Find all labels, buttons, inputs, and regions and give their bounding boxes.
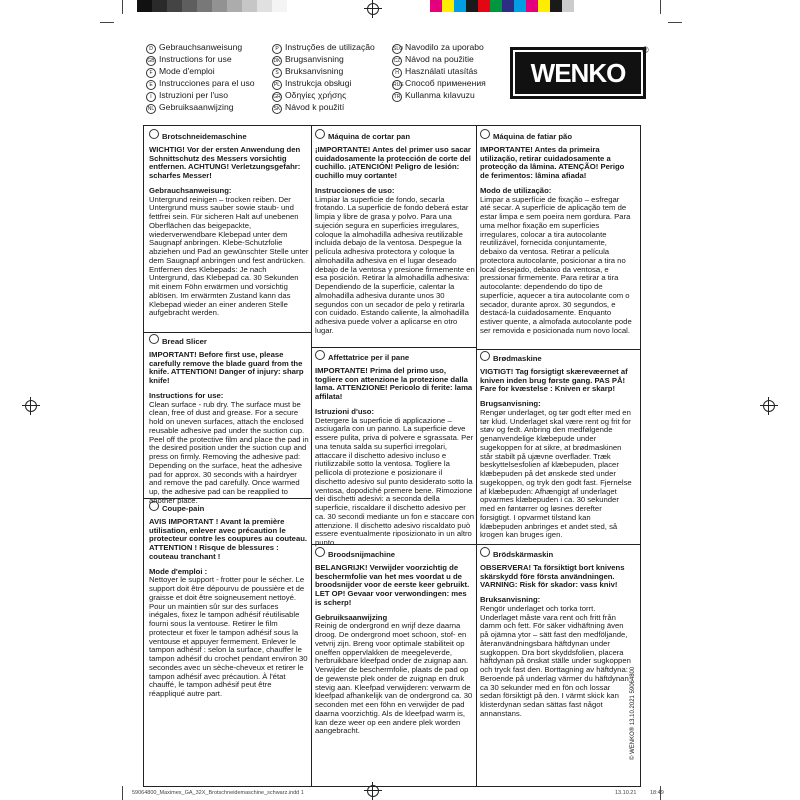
language-item <box>272 54 375 66</box>
section-body: Detergere la superficie di applicazione – asciugarla con un panno. La superficie deve essere pulita, priva di polvere e sgrassata. Per una tenuta salda su superfici irregolari, attaccare il dischetto adesivo incluso e riutilizzabile sotto la ventosa. Togliere la pellicola di protezione e posizionare il dischetto adesivo sul punto desiderato sotto la ventosa, dopodiché premere bene. Rimozione dei dischetti adesivi: a seconda della superficie, riscaldare il dischetto adesivo per ca. 30 secondi mediante un fon e staccare con attenzione. Il dischetto adesivo riscaldato può essere eventualmente riposizionato in un altro punto. <box>315 415 474 547</box>
language-item <box>272 102 375 114</box>
language-item <box>146 102 255 114</box>
color-swatch <box>257 0 272 12</box>
color-swatch <box>550 0 562 12</box>
color-swatch <box>197 0 212 12</box>
color-swatch <box>478 0 490 12</box>
section-divider <box>476 544 640 545</box>
language-label: Kullanma kılavuzu <box>405 90 475 100</box>
language-label: Bruksanvisning <box>285 66 344 76</box>
crop-mark <box>100 22 114 23</box>
crop-mark <box>122 786 123 800</box>
section-title: Máquina de fatiar pão <box>480 129 632 142</box>
section-warning: IMPORTANTE! Prima del primo uso, togliere con attenzione la protezione dalla lama. ATTENZIONE! Pericolo di ferite: lama affilata! <box>315 365 473 401</box>
language-flag-icon <box>315 350 325 360</box>
section-subtitle: Gebrauchsanweisung: <box>149 185 232 195</box>
section-fr <box>149 501 309 699</box>
color-swatch <box>526 0 538 12</box>
section-body: Untergrund reinigen – trocken reiben. Der Untergrund muss sauber sowie staub- und fettfrei sein. Für sicheren Halt auf unebenen Oberflächen das beigepackte, wiederverwendbare Klebepad unter dem Saugnapf anbringen. Klebe-Schutzfolie abziehen und Pad an gewünschter Stelle unter dem Saugnapf anbringen und fest andrücken. Entfernen des Klebepads: Je nach Untergrund, das Klebepad ca. 30 Sekunden mit einem Föhn erwärmen und vorsichtig ablösen. Im erwärmten Zustand kann das Klebepad wieder an einer anderen Stelle aufgebracht werden. <box>149 194 309 318</box>
section-warning: AVIS IMPORTANT ! Avant la première utilisation, enlever avec précaution le protecteur contre les coupures au couteau. ATTENTION ! Risque de blessures : couteau tranchant ! <box>149 516 308 561</box>
registration-mark-right <box>763 400 775 412</box>
country-code-icon: GR <box>273 94 281 100</box>
language-item <box>272 90 375 102</box>
country-code-icon: GB <box>147 58 155 64</box>
language-label: Navodilo za uporabo <box>405 42 484 52</box>
language-flag-icon <box>149 129 159 139</box>
section-warning: WICHTIG! Vor der ersten Anwendung den Schnittschutz des Messers vorsichtig entfernen. ACHTUNG! Verletzungsgefahr: scharfes Messer! <box>149 144 301 180</box>
country-code-icon: NL <box>147 106 155 112</box>
language-label: Instructions for use <box>159 54 232 64</box>
language-flag-icon <box>149 501 159 511</box>
language-label: Istruzioni per l'uso <box>159 90 228 100</box>
grayscale-bar <box>137 0 287 12</box>
color-swatch <box>490 0 502 12</box>
section-subtitle: Brugsanvisning: <box>480 399 541 408</box>
language-list-1 <box>146 42 255 114</box>
section-body: Nettoyer le support - frotter pour le sécher. Le support doit être dépourvu de poussière et de graisse et doit être soigneusement nettoyé. Pour un maintien sûr sur des surfaces inégales, fixez le tampon adhésif réutilisable fourni sous la ventouse. Retirer le film protecteur et fixer le tampon adhésif sous la ventouse et appuyer fermement. Enlever le tampon adhésif : selon la surface, chauffer le tampon adhésif du crochet pendant environ 30 secondes avec un sèche-cheveux et retirer le tampon adhésif avec précaution. À l'état chauffé, le tampon adhésif peut être réappliqué autre part. <box>149 575 308 698</box>
language-item <box>146 42 255 54</box>
registration-mark-top <box>367 3 379 15</box>
country-code-icon: P <box>272 44 282 54</box>
section-title: Brödskärmaskin <box>480 547 632 560</box>
crop-mark <box>668 22 682 23</box>
section-body: Rengør underlaget, og tør godt efter med en tør klud. Underlaget skal være rent og frit for støv og fedt. Anbring den medfølgende genanvendelige klæbepude under sugekoppen for at sikre, at brødmaskinen står stabilt på ujævne overflader. Træk beskyttelsesfolien af klæbepuden, placer klæbepuden på det ønskede sted under sugekoppen, og tryk den godt fast. Fjernelse af klæbepuden: Afhængigt af underlaget opvarmes klæbepuden i ca. 30 sekunder med en føntørrer og løsnes derefter forsigtigt. I opvarmet tilstand kan klæbepuden anbringes et andet sted, så krogen kan bruges igen. <box>480 407 632 540</box>
language-item <box>272 78 375 90</box>
language-list-3 <box>392 42 486 102</box>
color-swatch <box>212 0 227 12</box>
section-es <box>315 129 475 336</box>
language-flag-icon <box>315 547 325 557</box>
color-swatch <box>227 0 242 12</box>
language-label: Instrucciones para el uso <box>159 78 255 88</box>
language-item <box>146 78 255 90</box>
crop-mark <box>122 0 123 14</box>
language-item <box>146 54 255 66</box>
section-de <box>149 129 309 318</box>
section-divider <box>144 332 311 333</box>
color-swatch <box>514 0 526 12</box>
country-code-icon: F <box>146 68 156 78</box>
language-item <box>146 66 255 78</box>
color-swatch <box>167 0 182 12</box>
color-swatch <box>454 0 466 12</box>
section-subtitle: Gebruiksaanwijzing <box>315 612 388 622</box>
country-code-icon: H <box>392 68 402 78</box>
section-it <box>315 350 475 548</box>
country-code-icon: E <box>146 80 156 90</box>
section-title: Máquina de cortar pan <box>315 129 475 142</box>
language-label: Brugsanvisning <box>285 54 344 64</box>
language-item <box>392 66 486 78</box>
language-list-2 <box>272 42 375 114</box>
color-swatch <box>430 0 442 12</box>
language-label: Návod k použití <box>285 102 345 112</box>
section-title: Brotschneidemaschine <box>149 129 309 142</box>
footer-date: 13.10.21 <box>615 790 637 796</box>
section-divider <box>476 349 640 350</box>
section-title: Brødmaskine <box>480 351 632 364</box>
section-body: Reinig de ondergrond en wrijf deze daarna droog. De ondergrond moet schoon, stof- en vetvrij zijn. Breng voor optimale stabiliteit op oneffen oppervlakken de meegeleverde, herbruikbare kleefpad onder de zuignap aan. Verwijder de beschermfolie, plaats de pad op de gewenste plek onder de zuignap en druk stevig aan. Kleefpad verwijderen: verwarm de kleefpad afhankelijk van de ondergrond ca. 30 seconden met een föhn en verwijder de pad daarna voorzichtig. Als de kleefpad warm is, kan deze weer op een andere plek worden aangebracht. <box>315 621 473 736</box>
language-label: Gebruiksaanwijzing <box>159 102 234 112</box>
section-warning: OBSERVERA! Ta försiktigt bort knivens skärskydd före första användningen. VARNING: Risk för skador: vass kniv! <box>480 562 625 590</box>
color-swatch <box>466 0 478 12</box>
color-swatch <box>442 0 454 12</box>
country-code-icon: S <box>272 68 282 78</box>
language-flag-icon <box>480 351 490 361</box>
color-swatch <box>242 0 257 12</box>
country-code-icon: SK <box>273 106 281 112</box>
column-divider <box>476 126 477 786</box>
registration-mark-left <box>25 400 37 412</box>
country-code-icon: TR <box>393 94 401 100</box>
language-item <box>272 42 375 54</box>
color-swatch <box>502 0 514 12</box>
logo-registered-mark: ® <box>642 45 649 55</box>
language-label: Instruções de utilização <box>285 42 375 52</box>
language-label: Návod na použitie <box>405 54 474 64</box>
section-nl <box>315 547 475 736</box>
language-flag-icon <box>480 547 490 557</box>
color-bar <box>430 0 574 12</box>
footer-filename: 59064800_Maximex_GA_32X_Brotschneidemaschine_schwarz.indd 1 <box>132 790 304 796</box>
section-body: Clean surface - rub dry. The surface must be clean, free of dust and grease. For a secure hold on uneven surfaces, attach the enclosed reusable adhesive pad under the suction cup. Peel off the protective film and place the pad in the desired position under the suction cup and press on firmly. Removing the adhesive pad: Depending on the surface, heat the adhesive pad for approx. 30 seconds with a hairdryer and remove the pad carefully. Once warmed up, the adhesive pad can be reapplied to another place. <box>149 399 309 505</box>
side-copyright: © WENKO® 13.10.2021 59064800 <box>630 666 636 760</box>
section-subtitle: Instructions for use: <box>149 390 224 400</box>
section-subtitle: Mode d'emploi : <box>149 566 208 576</box>
section-subtitle: Istruzioni d'uso: <box>315 406 375 416</box>
section-body: Limpar a superfície de fixação – esfregar até secar. A superfície de aplicação tem de estar limpa e sem poeira nem gordura. Para uma melhor fixação em superfícies irregulares, colocar a tira autocolante reutilizável, fornecida conjuntamente, debaixo da ventosa. Retirar a película protectora autocolante, posicionar a tira no local desejado, debaixo da ventosa, e pressionar firmemente. Para retirar a tira autocolante: dependendo do tipo de superfície, aquecer a tira autocolante com o secador, durante aprox. 30 segundos, e destacá-la cuidadosamente. Enquanto estiver quente, a almofada autocolante pode ser removida e posicionada num novo local. <box>480 194 632 335</box>
section-title: Affettatrice per il pane <box>315 350 475 363</box>
section-title: Broodsnijmachine <box>315 547 475 560</box>
country-code-icon: I <box>146 92 156 102</box>
language-label: Οδηγίες χρήσης <box>285 90 347 100</box>
color-swatch <box>152 0 167 12</box>
language-label: Instrukcja obsługi <box>285 78 352 88</box>
language-item <box>272 66 375 78</box>
wenko-logo <box>510 47 646 99</box>
country-code-icon: SLO <box>393 46 404 52</box>
section-body: Rengör underlaget och torka torrt. Underlaget måste vara rent och fritt från damm och fett. För säker vidhäftning även på ojämna ytor – sätt fast den medföljande, återanvändningsbara häftdynan under sugkoppen. Dra bort skyddsfolien, placera häftdynan på önskat ställe under sugkoppen och tryck fast den. Borttagning av häftdyna: Beroende på underlag värmer du häftdynan ca 30 sekunder med en fön och lossar sedan försiktigt på den. I värmt skick kan klisterdynan sedan sättas fast något annanstans. <box>480 603 631 718</box>
section-se <box>480 547 632 719</box>
footer-time: 18:49 <box>650 790 664 796</box>
color-swatch <box>538 0 550 12</box>
logo-text: WENKO <box>530 57 626 88</box>
section-divider <box>311 347 476 348</box>
section-warning: VIGTIGT! Tag forsigtigt skærevæernet af kniven inden brug første gang. PAS PÅ! Fare for kvæstelse : Kniven er skarp! <box>480 366 628 394</box>
section-warning: BELANGRIJK! Verwijder voorzichtig de beschermfolie van het mes voordat u de broodsnijder voor de eerste keer gebruikt. LET OP! Gevaar voor verwondingen: mes is scherp! <box>315 562 470 607</box>
country-code-icon: CZ <box>393 58 401 64</box>
section-title: Coupe-pain <box>149 501 309 514</box>
language-flag-icon <box>480 129 490 139</box>
section-body: Limpiar la superficie de fondo, secarla frotando. La superficie de fondo deberá estar limpia y libre de grasa y polvo. Para una sujeción segura en superficies irregulares, coloque la almohadilla adhesiva reutilizable incluida debajo de la ventosa. Despegue la película adhesiva protectora y coloque la almohadilla adhesiva en el lugar deseado debajo de la ventosa y presione firmemente en esa posición. Retirar la almohadilla adhesiva: Dependiendo de la superficie, calentar la almohadilla adhesiva durante unos 30 segundos con un secador de pelo y retirarla con cuidado. Estando caliente, la almohadilla adhesiva puede volver a aplicarse en otro lugar. <box>315 194 475 335</box>
language-item <box>392 90 486 102</box>
color-swatch <box>562 0 574 12</box>
language-flag-icon <box>149 334 159 344</box>
section-dk <box>480 351 632 540</box>
country-code-icon: D <box>146 44 156 54</box>
section-subtitle: Instrucciones de uso: <box>315 185 395 195</box>
language-item <box>392 42 486 54</box>
country-code-icon: RUS <box>393 82 404 88</box>
country-code-icon: DK <box>273 58 281 64</box>
section-subtitle: Bruksanvisning: <box>480 595 541 604</box>
section-warning: IMPORTANTE! Antes da primeira utilização, retirar cuidadosamente a protecção da lâmina. ATENÇÃO! Perigo de ferimentos: lâmina afiada! <box>480 144 625 180</box>
language-flag-icon <box>315 129 325 139</box>
column-divider <box>311 126 312 786</box>
color-swatch <box>182 0 197 12</box>
language-label: Gebrauchsanweisung <box>159 42 243 52</box>
color-swatch <box>272 0 287 12</box>
language-label: Способ применения <box>405 78 486 88</box>
section-pt <box>480 129 632 336</box>
section-subtitle: Modo de utilização: <box>480 185 552 195</box>
crop-mark <box>660 0 661 14</box>
language-label: Használati utasítás <box>405 66 478 76</box>
section-gb <box>149 334 309 506</box>
language-label: Mode d'emploi <box>159 66 215 76</box>
language-item <box>392 54 486 66</box>
language-item <box>146 90 255 102</box>
language-item <box>392 78 486 90</box>
country-code-icon: PL <box>273 82 281 88</box>
section-title: Bread Slicer <box>149 334 309 347</box>
section-warning: ¡IMPORTANTE! Antes del primer uso sacar cuidadosamente la protección de corte del cuchillo. ¡ATENCIÓN! Peligro de lesión: cuchillo muy cortante! <box>315 144 471 180</box>
color-swatch <box>137 0 152 12</box>
section-warning: IMPORTANT! Before first use, please carefully remove the blade guard from the knife. ATTENTION! Danger of injury: sharp knife! <box>149 349 304 385</box>
